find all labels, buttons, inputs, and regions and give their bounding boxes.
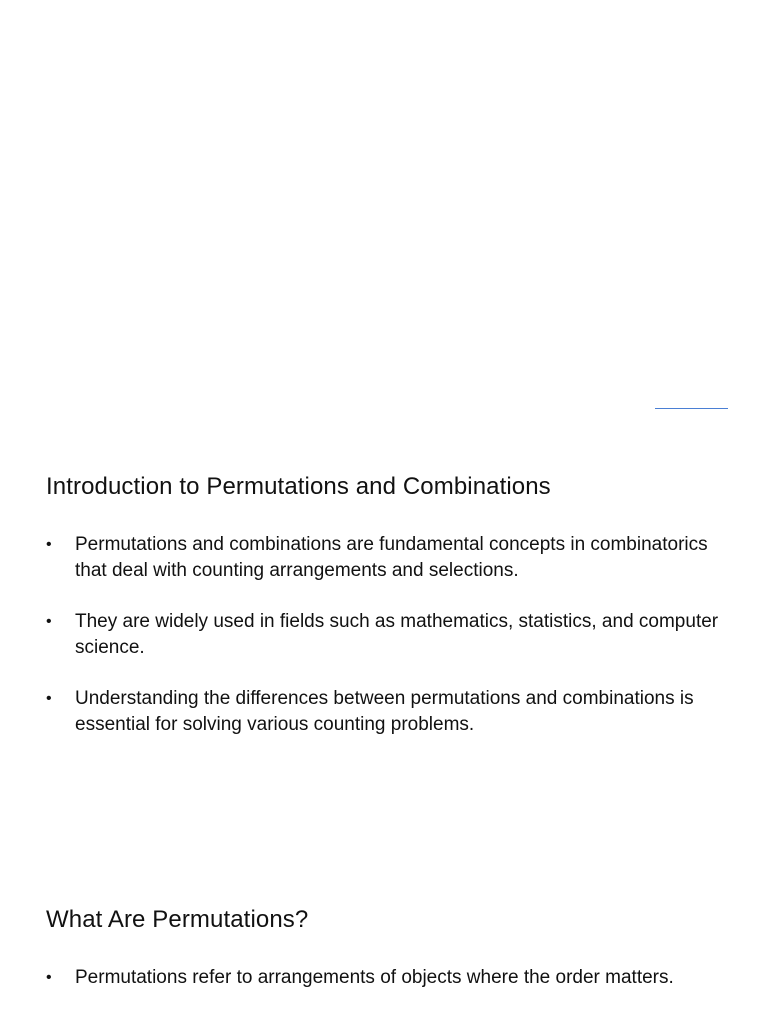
bullet-icon: •	[46, 690, 52, 707]
section-introduction	[46, 472, 736, 763]
bullet-item	[46, 609, 736, 661]
bullet-text: Permutations refer to arrangements of objects where the order matters.	[75, 967, 674, 988]
bullet-text: They are widely used in fields such as mathematics, statistics, and computer science.	[75, 611, 719, 658]
bullet-item	[46, 686, 736, 738]
decorative-divider-line	[655, 408, 728, 409]
section-title: Introduction to Permutations and Combinations	[46, 473, 551, 500]
bullet-text: Permutations and combinations are fundamental concepts in combinatorics that deal with counting arrangements and selections.	[75, 534, 708, 581]
bullet-text: Understanding the differences between permutations and combinations is essential for solving various counting problems.	[75, 688, 694, 735]
bullet-icon: •	[46, 613, 52, 630]
bullet-icon: •	[46, 536, 52, 553]
bullet-item	[46, 532, 736, 584]
bullet-list	[46, 532, 736, 738]
bullet-icon: •	[46, 969, 52, 986]
bullet-list	[46, 965, 736, 991]
bullet-item	[46, 965, 736, 991]
section-title: What Are Permutations?	[46, 906, 309, 933]
section-what-are-permutations	[46, 905, 736, 1016]
